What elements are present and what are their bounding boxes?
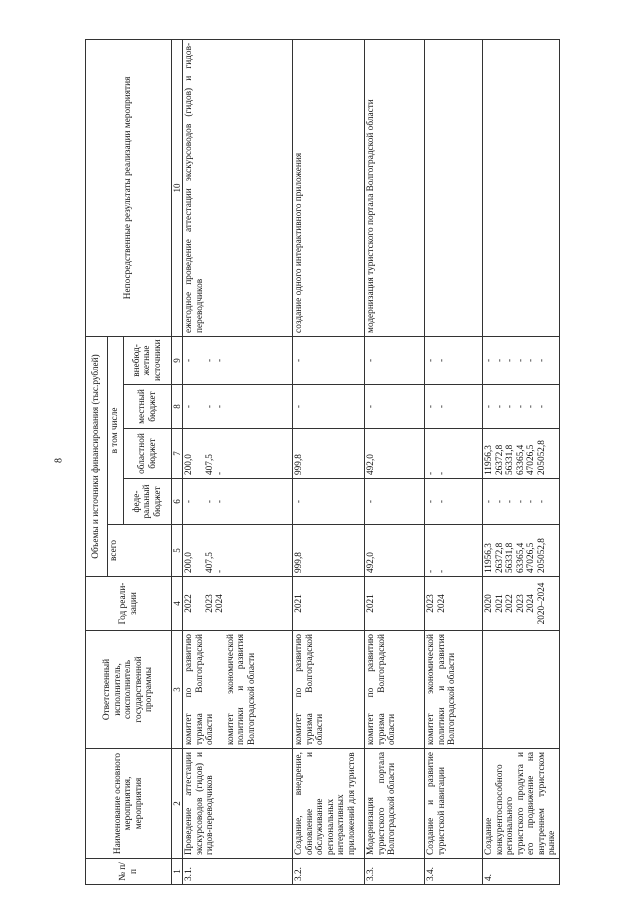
extrabudget-value: -: [505, 358, 516, 363]
total-cell: [425, 525, 483, 577]
regional-value: 56331,8: [505, 444, 516, 475]
local-cell: [365, 385, 425, 429]
extrabudget-cell: [365, 336, 425, 384]
total-value: 407,5: [204, 552, 215, 573]
col-number: 2: [172, 749, 183, 859]
local-value: -: [215, 404, 226, 409]
rotated-page: [85, 40, 635, 885]
total-value: 492,0: [366, 552, 377, 573]
local-value: -: [366, 404, 377, 409]
responsible-name: комитет по развитию туризма Волгоградской области: [366, 634, 398, 745]
result-text: [483, 39, 560, 336]
group-gap: [195, 340, 205, 381]
regional-value: -: [436, 471, 447, 475]
col-number: 10: [172, 39, 183, 336]
total-value: 26372,8: [494, 542, 505, 573]
regional-value: 63365,4: [515, 444, 526, 475]
year-value: 2024: [436, 594, 447, 613]
extrabudget-cell: [293, 336, 365, 384]
year-value: 2020–2024: [536, 582, 547, 625]
federal-cell: [365, 479, 425, 525]
extrabudget-value: -: [494, 358, 505, 363]
total-value: 200,0: [184, 552, 195, 573]
federal-value: -: [426, 499, 437, 504]
federal-cell: [293, 479, 365, 525]
total-value: 999,8: [294, 552, 305, 573]
federal-value: -: [505, 499, 516, 504]
year-value: 2023: [515, 594, 526, 613]
col-number: 7: [172, 429, 183, 479]
regional-cell: [183, 429, 293, 479]
table-row: [293, 39, 365, 884]
local-value: -: [526, 404, 537, 409]
group-gap: [195, 580, 205, 627]
header-local: местный бюджет: [124, 385, 172, 429]
regional-value: 47026,5: [526, 444, 537, 475]
result-text: создание одного интерактивного приложения: [293, 39, 365, 336]
federal-value: -: [484, 499, 495, 504]
year-value: 2024: [215, 594, 226, 613]
row-number: 4.: [483, 859, 560, 885]
row-number: 3.1.: [183, 859, 293, 885]
local-cell: [483, 385, 560, 429]
header-responsible: Ответственный исполнитель, соисполнитель государственной программы: [86, 631, 172, 749]
extrabudget-cell: [483, 336, 560, 384]
federal-value: -: [536, 499, 547, 504]
regional-cell: [365, 429, 425, 479]
result-text: [425, 39, 483, 336]
table-row: [183, 39, 293, 884]
year-cell: [293, 577, 365, 631]
extrabudget-value: -: [436, 358, 447, 363]
local-value: -: [494, 404, 505, 409]
header-including: в том числе: [108, 336, 124, 524]
extrabudget-value: -: [526, 358, 537, 363]
header-name: Наименование основного мероприятия, мероприятия: [86, 749, 172, 859]
extrabudget-value: -: [204, 358, 215, 363]
col-number: 5: [172, 525, 183, 577]
federal-cell: [425, 479, 483, 525]
measure-name: Создание, внедрение, обновление и обслуживание региональных интерактивных приложений для туристов: [293, 749, 365, 859]
local-value: -: [294, 404, 305, 409]
regional-value: 492,0: [366, 454, 377, 475]
row-number: 3.3.: [365, 859, 425, 885]
local-value: -: [184, 404, 195, 409]
regional-cell: [425, 429, 483, 479]
row-number: 3.4.: [425, 859, 483, 885]
col-number: 8: [172, 385, 183, 429]
total-cell: [365, 525, 425, 577]
table-row: [365, 39, 425, 884]
regional-value: 11956,3: [484, 445, 495, 475]
total-value: 205052,8: [536, 538, 547, 573]
federal-value: -: [204, 499, 215, 504]
table-row: [425, 39, 483, 884]
extrabudget-value: -: [484, 358, 495, 363]
year-value: 2021: [494, 594, 505, 613]
federal-cell: [483, 479, 560, 525]
group-gap: [195, 432, 205, 475]
federal-value: -: [184, 499, 195, 504]
header-num: № п/п: [86, 859, 172, 885]
year-value: 2022: [505, 594, 516, 613]
col-number: 4: [172, 577, 183, 631]
col-number: 1: [172, 859, 183, 885]
measure-name: Создание и развитие туристской навигации: [425, 749, 483, 859]
measure-name: Проведение аттестации экскурсоводов (гидов) и гидов-переводчиков: [183, 749, 293, 859]
header-regional: областной бюджет: [124, 429, 172, 479]
regional-value: 999,8: [294, 454, 305, 475]
responsible-executor: [183, 631, 293, 749]
total-value: 63365,4: [515, 542, 526, 573]
header-extrabudget: внебюд-жетные источники: [124, 336, 172, 384]
regional-value: 200,0: [184, 454, 195, 475]
local-cell: [425, 385, 483, 429]
federal-value: -: [215, 499, 226, 504]
col-number: 6: [172, 479, 183, 525]
total-value: 11956,3: [484, 543, 495, 573]
year-value: 2024: [526, 594, 537, 613]
year-value: 2023: [204, 594, 215, 613]
table-row: [483, 39, 560, 884]
regional-value: -: [215, 471, 226, 475]
funding-table: [85, 39, 560, 885]
responsible-executor: [293, 631, 365, 749]
responsible-name: комитет экономической политики и развития Волгоградской области: [426, 634, 458, 745]
year-value: 2020: [484, 594, 495, 613]
local-value: -: [536, 404, 547, 409]
header-total: всего: [108, 525, 172, 577]
regional-cell: [293, 429, 365, 479]
group-gap: [195, 528, 205, 573]
group-gap: [216, 634, 226, 745]
measure-name: Создание конкурентоспособного регионального туристского продукта и его продвижение на внутреннем туристском рынке: [483, 749, 560, 859]
responsible-name: комитет по развитию туризма Волгоградской области: [184, 634, 216, 745]
total-value: -: [436, 569, 447, 573]
header-results: Непосредственные результаты реализации мероприятия: [86, 39, 172, 336]
extrabudget-cell: [183, 336, 293, 384]
total-value: -: [215, 569, 226, 573]
federal-value: -: [515, 499, 526, 504]
header-funding: Объемы и источники финансирования (тыс.рублей): [86, 336, 108, 576]
year-value: 2022: [184, 594, 195, 613]
federal-value: -: [294, 499, 305, 504]
federal-value: -: [436, 499, 447, 504]
total-value: -: [426, 569, 437, 573]
total-value: 47026,5: [526, 542, 537, 573]
extrabudget-cell: [425, 336, 483, 384]
group-gap: [195, 482, 205, 521]
local-value: -: [436, 404, 447, 409]
federal-value: -: [494, 499, 505, 504]
header-year: Год реали-зации: [86, 577, 172, 631]
responsible-name: комитет экономической политики и развития Волгоградской области: [225, 634, 257, 745]
local-value: -: [484, 404, 495, 409]
total-cell: [183, 525, 293, 577]
result-text: модернизация туристского портала Волгоградской области: [365, 39, 425, 336]
year-value: 2021: [294, 594, 305, 613]
total-value: 56331,8: [505, 542, 516, 573]
regional-value: 26372,8: [494, 444, 505, 475]
local-value: -: [515, 404, 526, 409]
extrabudget-value: -: [426, 358, 437, 363]
year-cell: [483, 577, 560, 631]
row-number: 3.2.: [293, 859, 365, 885]
federal-cell: [183, 479, 293, 525]
regional-value: -: [426, 471, 437, 475]
responsible-name: комитет по развитию туризма Волгоградской области: [294, 634, 326, 745]
total-cell: [483, 525, 560, 577]
responsible-executor: [425, 631, 483, 749]
col-number: 9: [172, 336, 183, 384]
local-cell: [293, 385, 365, 429]
responsible-executor: [483, 631, 560, 749]
page-number: 8: [53, 458, 65, 463]
federal-value: -: [526, 499, 537, 504]
extrabudget-value: -: [184, 358, 195, 363]
year-cell: [365, 577, 425, 631]
extrabudget-value: -: [366, 358, 377, 363]
local-value: -: [204, 404, 215, 409]
col-number: 3: [172, 631, 183, 749]
year-value: 2023: [426, 594, 437, 613]
regional-cell: [483, 429, 560, 479]
regional-value: 205052,8: [536, 440, 547, 475]
extrabudget-value: -: [215, 358, 226, 363]
result-text: ежегодное проведение аттестации экскурсоводов (гидов) и гидов-переводчиков: [183, 39, 293, 336]
year-cell: [183, 577, 293, 631]
local-cell: [183, 385, 293, 429]
total-cell: [293, 525, 365, 577]
federal-value: -: [366, 499, 377, 504]
header-federal: феде-ральный бюджет: [124, 479, 172, 525]
year-cell: [425, 577, 483, 631]
measure-name: Модернизация туристского портала Волгоградской области: [365, 749, 425, 859]
local-value: -: [426, 404, 437, 409]
extrabudget-value: -: [515, 358, 526, 363]
year-value: 2021: [366, 594, 377, 613]
responsible-executor: [365, 631, 425, 749]
extrabudget-value: -: [536, 358, 547, 363]
extrabudget-value: -: [294, 358, 305, 363]
local-value: -: [505, 404, 516, 409]
group-gap: [195, 388, 205, 425]
table-body: [183, 39, 560, 884]
regional-value: 407,5: [204, 454, 215, 475]
